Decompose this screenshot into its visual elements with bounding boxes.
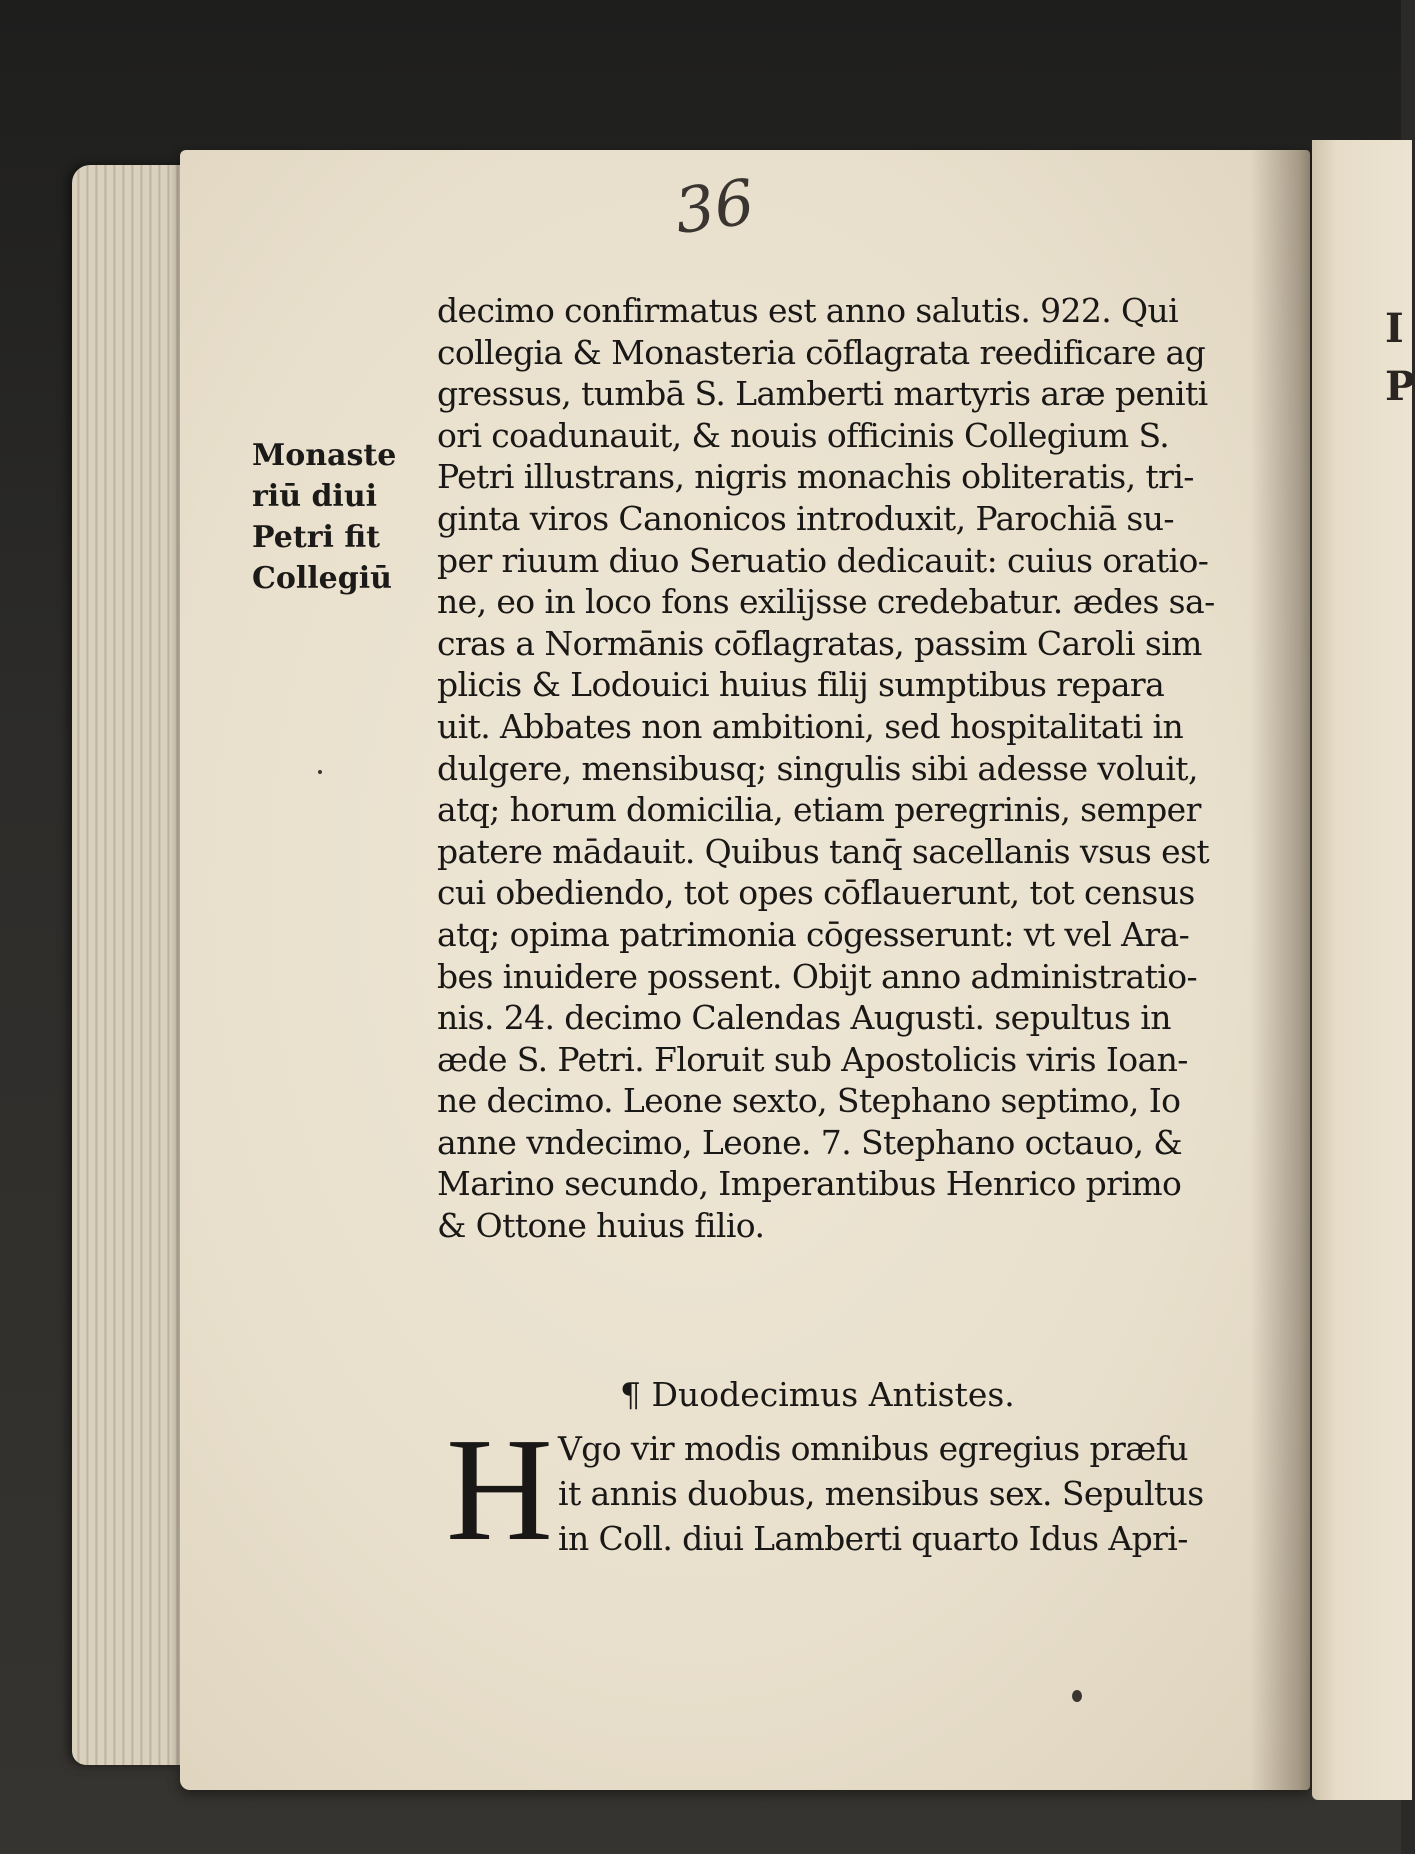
section-text-block <box>558 1426 1238 1561</box>
text-line: gressus, tumbā S. Lamberti martyris aræ peniti <box>437 374 1208 414</box>
ink-speck <box>318 770 322 774</box>
text-line: atq; horum domicilia, etiam peregrinis, semper <box>437 790 1201 830</box>
text-line: in Coll. diui Lamberti quarto Idus Apri- <box>558 1519 1188 1558</box>
margin-note-line: riū diui <box>252 479 378 514</box>
text-line: anne vndecimo, Leone. 7. Stephano octauo, & <box>437 1122 1182 1162</box>
margin-note-line: Petri fit <box>252 520 381 555</box>
text-line: collegia & Monasteria cōflagrata reedificare ag <box>437 332 1206 372</box>
text-line: nis. 24. decimo Calendas Augusti. sepultus in <box>437 998 1171 1038</box>
page-edges <box>72 165 182 1765</box>
margin-note-line: Monaste <box>252 438 397 473</box>
text-line: atq; opima patrimonia cōgesserunt: vt vel Ara- <box>437 914 1190 954</box>
main-text-block <box>437 290 1237 1247</box>
margin-note-line: Collegiū <box>252 561 392 596</box>
text-line: it annis duobus, mensibus sex. Sepultus <box>558 1474 1204 1513</box>
text-line: Vgo vir modis omnibus egregius præfu <box>558 1429 1188 1468</box>
text-line: dulgere, mensibusq; singulis sibi adesse voluit, <box>437 748 1198 788</box>
text-line: per riuum diuo Seruatio dedicauit: cuius oratio- <box>437 540 1209 580</box>
text-line: plicis & Lodouici huius filij sumptibus repara <box>437 665 1165 705</box>
text-line: ne, eo in loco fons exilijsse credebatur. ædes sa- <box>437 582 1215 622</box>
text-line: æde S. Petri. Floruit sub Apostolicis viris Ioan- <box>437 1039 1188 1079</box>
text-line: ginta viros Canonicos introduxit, Parochiā su- <box>437 498 1174 538</box>
drop-initial: H <box>446 1408 553 1572</box>
margin-note <box>252 435 417 599</box>
text-line: cras a Normānis cōflagratas, passim Caroli sim <box>437 623 1202 663</box>
facing-page-letters <box>1385 300 1415 416</box>
text-line: & Ottone huius filio. <box>437 1206 765 1246</box>
ink-speck <box>1072 1690 1082 1702</box>
gutter-shadow <box>1250 150 1320 1790</box>
folio-number: 36 <box>670 164 759 249</box>
text-line: ne decimo. Leone sexto, Stephano septimo, Io <box>437 1081 1181 1121</box>
text-line: uit. Abbates non ambitioni, sed hospitalitati in <box>437 706 1184 746</box>
section-heading: ¶ Duodecimus Antistes. <box>620 1375 1015 1414</box>
text-line: Marino secundo, Imperantibus Henrico primo <box>437 1164 1182 1204</box>
facing-letter: I <box>1385 305 1404 352</box>
text-line: Petri illustrans, nigris monachis obliteratis, tri- <box>437 457 1194 497</box>
text-line: decimo confirmatus est anno salutis. 922. Qui <box>437 291 1179 330</box>
text-line: cui obediendo, tot opes cōflauerunt, tot census <box>437 873 1195 913</box>
text-line: ori coadunauit, & nouis officinis Collegium S. <box>437 415 1170 455</box>
text-line: patere mādauit. Quibus tanq̄ sacellanis vsus est <box>437 831 1210 871</box>
text-line: bes inuidere possent. Obijt anno administratio- <box>437 956 1198 996</box>
facing-letter: P <box>1385 363 1415 410</box>
